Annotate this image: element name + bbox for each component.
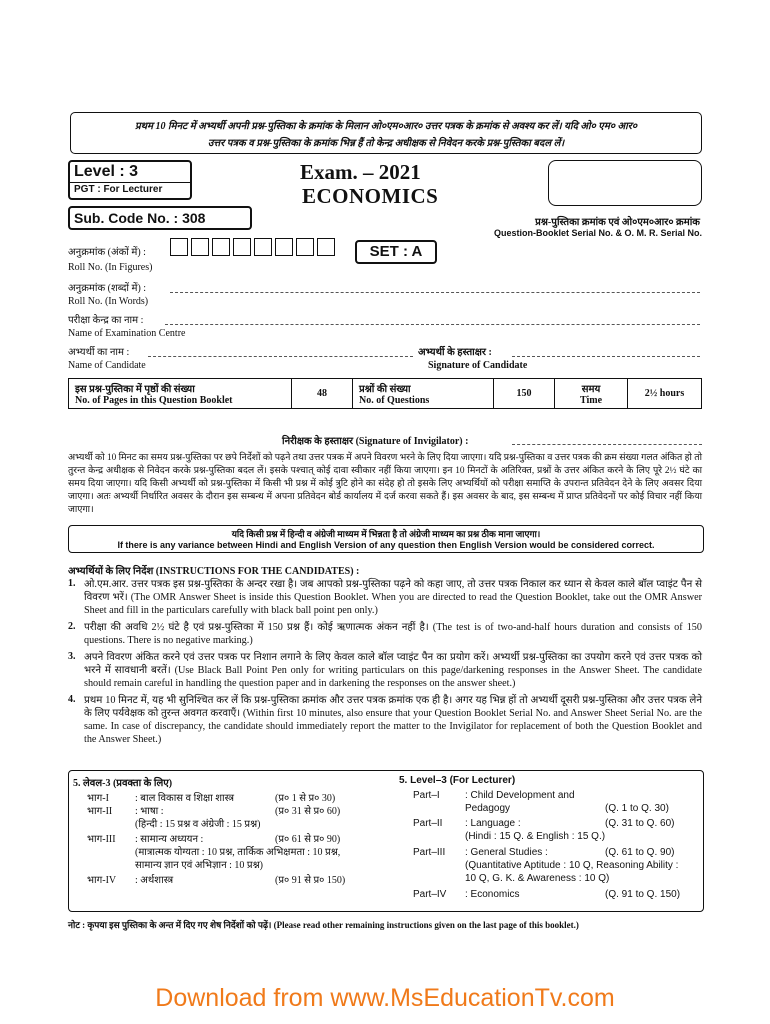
list-item — [399, 846, 699, 859]
list-item — [73, 805, 383, 818]
instructions-list — [68, 578, 702, 746]
variance-hi: यदि किसी प्रश्न में हिन्दी व अंग्रेजी माध्यम में भिन्नता है तो अंग्रेजी माध्यम का प्रश्न ठीक माना जाएगा। — [231, 529, 541, 539]
part-label: भाग-IV — [87, 875, 117, 886]
candidate-label-hi: अभ्यर्थी का नाम : — [68, 347, 130, 358]
questions-value: 150 — [494, 379, 555, 409]
candidate-label-en: Name of Candidate — [68, 360, 146, 371]
part-label: भाग-II — [87, 806, 113, 817]
part-label — [399, 859, 465, 885]
parts-english-title: 5. Level–3 (For Lecturer) — [399, 775, 516, 786]
list-item — [399, 888, 699, 901]
roll-digit-box[interactable] — [296, 238, 314, 256]
part-label: Part–IV — [413, 889, 447, 900]
instructions-title: अभ्यर्थियों के लिए निर्देश (INSTRUCTIONS FOR THE CANDIDATES) : — [68, 566, 360, 577]
variance-box — [68, 525, 704, 553]
level-parts-box — [68, 770, 704, 912]
part-label: Part–I — [413, 790, 440, 801]
exam-title: Exam. – 2021 — [300, 160, 421, 184]
roll-number-boxes[interactable] — [170, 238, 338, 261]
part-name: (मात्रात्मक योग्यता : 10 प्रश्न, तार्किक अभिक्षमता : 10 प्रश्न, सामान्य ज्ञान एवं अभिज्ञान : 10 प्रश्न) — [135, 847, 341, 871]
invigilator-label: निरीक्षक के हस्ताक्षर (Signature of Invigilator) : — [282, 436, 469, 447]
part-name: : General Studies : — [465, 847, 548, 858]
time-cell — [555, 379, 628, 409]
pgt-label: PGT : For Lecturer — [70, 182, 190, 196]
part-name: : Language : — [465, 818, 521, 829]
top-notice-line1: प्रथम 10 मिनट में अभ्यर्थी अपनी प्रश्न-पुस्तिका के क्रमांक के मिलान ओ०एम०आर० उत्तर पत्रक के क्रमांक से अवश्य कर लें। यदि ओ० एम० आर० — [134, 121, 638, 132]
part-range: (प्र० 1 से प्र० 30) — [275, 793, 336, 804]
variance-en: If there is any variance between Hindi and English Version of any question then English Version would be considered correct. — [117, 540, 655, 550]
footer-note: नोट : कृपया इस पुस्तिका के अन्त में दिए गए शेष निर्देशों को पढ़ें। (Please read other remaining instructions given on the last page of this booklet.) — [68, 920, 579, 930]
signature-input[interactable] — [512, 356, 700, 357]
roll-digit-box[interactable] — [254, 238, 272, 256]
time-label-hi: समय — [581, 384, 601, 395]
level-label: Level : 3 — [74, 163, 139, 180]
part-name: (हिन्दी : 15 प्रश्न व अंग्रेजी : 15 प्रश्न) — [135, 819, 261, 830]
serial-number-box — [548, 160, 702, 206]
part-range: (Q. 91 to Q. 150) — [605, 889, 681, 900]
questions-label-hi: प्रश्नों की संख्या — [359, 384, 411, 395]
part-label — [73, 846, 135, 872]
time-value: 2½ hours — [628, 379, 702, 409]
part-range: (प्र० 61 से प्र० 90) — [275, 834, 341, 845]
list-item — [68, 578, 702, 617]
instruction-number: 3. — [68, 651, 76, 662]
roll-digit-box[interactable] — [191, 238, 209, 256]
part-range: (प्र० 31 से प्र० 60) — [275, 806, 341, 817]
part-range: (Q. 61 to Q. 90) — [605, 847, 675, 858]
instruction-number: 2. — [68, 621, 76, 632]
parts-hindi-title: 5. लेवल-3 (प्रवक्ता के लिए) — [73, 778, 173, 789]
list-item — [68, 651, 702, 690]
instruction-text: अपने विवरण अंकित करने एवं उत्तर पत्रक पर निशान लगाने के लिए केवल काले बॉल प्वाइंट पैन का प्रयोग करें। अभ्यर्थी प्रश्न-पुस्तिका का उपयोग करने एवं उत्तर पत्रक को भरने में सावधानी बरतें। (Use Black Ball Point Pen only for writing particulars on this page/darkening responses in the Answer Sheet. The candidate should remain careful in handling the question paper and in darkening the responses on the answer sheet.) — [84, 652, 702, 689]
part-range: (Q. 31 to Q. 60) — [605, 818, 675, 829]
roll-fig-label-hi: अनुक्रमांक (अंकों में) : — [68, 247, 146, 258]
questions-label-en: No. of Questions — [359, 395, 430, 406]
pages-label-en: No. of Pages in this Question Booklet — [75, 395, 233, 406]
signature-label-hi: अभ्यर्थी के हस्ताक्षर : — [418, 347, 492, 358]
part-label — [399, 830, 465, 843]
parts-english-column — [399, 775, 699, 901]
part-range: (प्र० 91 से प्र० 150) — [275, 875, 346, 886]
download-watermark: Download from www.MsEducationTv.com — [155, 984, 615, 1012]
part-range: (Q. 1 to Q. 30) — [605, 803, 669, 814]
roll-digit-box[interactable] — [275, 238, 293, 256]
top-notice-line2: उत्तर पत्रक व प्रश्न-पुस्तिका के क्रमांक भिन्न हैं तो केन्द्र अधीक्षक से निवेदन करके प्रश्न-पुस्तिका बदल लें। — [207, 138, 565, 149]
set-badge: SET : A — [355, 240, 437, 264]
instruction-number: 1. — [68, 578, 76, 589]
roll-words-label-en: Roll No. (In Words) — [68, 296, 149, 307]
part-name: : सामान्य अध्ययन : — [135, 834, 204, 845]
subject-title: ECONOMICS — [302, 184, 439, 208]
list-item — [68, 621, 702, 647]
level-box — [68, 160, 192, 200]
invigilator-signature-input[interactable] — [512, 444, 702, 445]
centre-input[interactable] — [165, 324, 700, 325]
sub-code-box: Sub. Code No. : 308 — [68, 206, 252, 230]
part-name: (Hindi : 15 Q. & English : 15 Q.) — [465, 831, 606, 842]
part-name: : भाषा : — [135, 806, 164, 817]
roll-digit-box[interactable] — [317, 238, 335, 256]
part-name: : अर्थशास्त्र — [135, 875, 174, 886]
list-item — [73, 792, 383, 805]
list-item — [68, 694, 702, 746]
roll-fig-label-en: Roll No. (In Figures) — [68, 262, 153, 273]
questions-cell — [353, 379, 494, 409]
list-item — [399, 789, 699, 815]
candidate-name-input[interactable] — [148, 356, 413, 357]
pages-cell — [69, 379, 292, 409]
list-item — [73, 874, 383, 887]
part-name: : Economics — [465, 889, 520, 900]
hindi-instructions-paragraph: अभ्यर्थी को 10 मिनट का समय प्रश्न-पुस्तिका पर छपे निर्देशों को पढ़ने तथा उत्तर पत्रक में अपने विवरण भरने के लिए दिया जाएगा। यदि प्रश्न-पुस्तिका व उत्तर पत्रक की क्रम संख्या गलत अंकित हो तो तुरन्त केन्द्र अधीक्षक से निवेदन करके प्रश्न-पुस्तिका बदल लें। इसके पश्चात् कोई दावा स्वीकार नहीं किया जाएगा। इन 10 मिनटों के अतिरिक्त, प्रश्नों के उत्तर अंकित करने के लिए पूरे 2½ घंटे का समय दिया जाएगा। यदि किसी अभ्यर्थी को प्रश्न-पुस्तिका में किसी भी प्रश्न में कोई त्रुटि होने का संदेह हो तो इसके लिए अभ्यर्थियों को परीक्षा समाप्ति के उपरान्त प्रतिवेदन देने के लिए अवसर दिया जाएगा। अतः अभ्यर्थी निर्धारित अवसर के दौरान इस सम्बन्ध में अपना प्रतिवेदन बोर्ड कार्यालय में दर्ज करवा सकते हैं। इस अवसर के बाद, इस सम्बन्ध में प्राप्त प्रतिवेदनों पर कोई विचार नहीं किया जाएगा। — [68, 453, 702, 515]
instruction-text: परीक्षा की अवधि 2½ घंटे है एवं प्रश्न-पुस्तिका में 150 प्रश्न हैं। कोई ऋणात्मक अंकन नहीं है। (The test is of two-and-half hours duration and consists of 150 questions. There is no negative marking.) — [84, 622, 702, 646]
roll-digit-box[interactable] — [212, 238, 230, 256]
pages-label-hi: इस प्रश्न-पुस्तिका में पृष्ठों की संख्या — [75, 384, 195, 395]
signature-label-en: Signature of Candidate — [428, 360, 528, 371]
roll-words-label-hi: अनुक्रमांक (शब्दों में) : — [68, 283, 147, 294]
part-label: भाग-III — [87, 834, 116, 845]
centre-label-hi: परीक्षा केन्द्र का नाम : — [68, 315, 144, 326]
part-label: Part–III — [413, 847, 446, 858]
part-label: भाग-I — [87, 793, 109, 804]
list-item — [399, 830, 699, 843]
top-notice-box — [70, 112, 702, 154]
roll-digit-box[interactable] — [170, 238, 188, 256]
time-label-en: Time — [579, 395, 603, 406]
part-label — [73, 818, 135, 831]
instruction-number: 4. — [68, 694, 76, 705]
part-label: Part–II — [413, 818, 443, 829]
roll-words-input[interactable] — [170, 292, 700, 293]
parts-hindi-column — [73, 775, 383, 887]
list-item — [73, 846, 383, 872]
roll-digit-box[interactable] — [233, 238, 251, 256]
list-item — [399, 817, 699, 830]
list-item — [73, 818, 383, 831]
part-name: : बाल विकास व शिक्षा शास्त्र — [135, 793, 235, 804]
serial-label-hi: प्रश्न-पुस्तिका क्रमांक एवं ओ०एम०आर० क्रमांक — [535, 217, 700, 228]
booklet-info-table — [68, 378, 702, 409]
instruction-text: प्रथम 10 मिनट में, यह भी सुनिश्चित कर लें कि प्रश्न-पुस्तिका क्रमांक और उत्तर पत्रक क्रमांक एक ही है। अगर यह भिन्न हों तो अभ्यर्थी दूसरी प्रश्न-पुस्तिका और उत्तर पत्रक लेने के लिए पर्यवेक्षक को तुरन्त अवगत करवाएँ। (Within first 10 minutes, also ensure that your Question Booklet Serial No. and Answer Sheet Serial No. are the same. In case of discrepancy, the candidate should immediately report the matter to the Invigilator for replacement of both the Question Booklet and the Answer Sheet.) — [84, 695, 702, 745]
list-item — [73, 833, 383, 846]
serial-label-en: Question-Booklet Serial No. & O. M. R. Serial No. — [493, 228, 702, 238]
list-item — [399, 859, 699, 885]
part-name: : Child Development and Pedagogy — [465, 790, 575, 814]
pages-value: 48 — [292, 379, 353, 409]
part-name: (Quantitative Aptitude : 10 Q, Reasoning Ability : 10 Q, G. K. & Awareness : 10 Q) — [465, 860, 679, 884]
centre-label-en: Name of Examination Centre — [68, 328, 186, 339]
instruction-text: ओ.एम.आर. उत्तर पत्रक इस प्रश्न-पुस्तिका के अन्दर रखा है। जब आपको प्रश्न-पुस्तिका पढ़ने को कहा जाए, तो उत्तर पत्रक निकाल कर ध्यान से केवल काले बॉल प्वाइंट पैन से विवरण भरें। (The OMR Answer Sheet is inside this Question Booklet. When you are directed to read the Question Booklet, take out the OMR Answer Sheet and fill in the particulars carefully with black ball point pen only.) — [84, 579, 702, 616]
